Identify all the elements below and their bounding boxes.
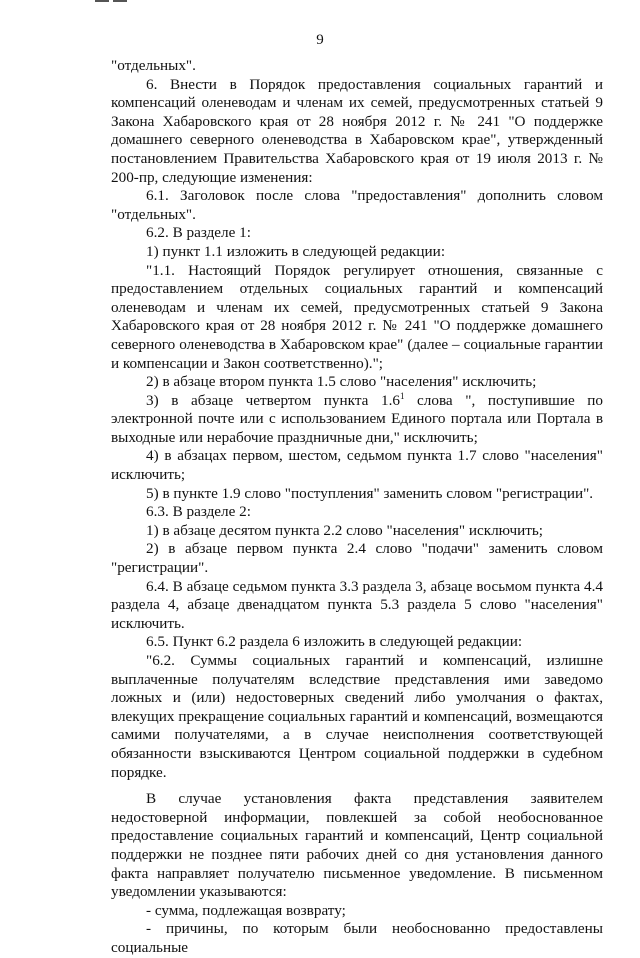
paragraph xyxy=(111,187,603,224)
page-number: 9 xyxy=(316,32,324,48)
paragraph-text: - сумма, подлежащая возврату; xyxy=(146,901,346,919)
paragraph xyxy=(111,522,603,541)
paragraph-text: 1) в абзаце десятом пункта 2.2 слово "населения" исключить; xyxy=(146,521,543,539)
paragraph-text: 6.5. Пункт 6.2 раздела 6 изложить в следующей редакции: xyxy=(146,633,523,651)
paragraph-text: 6.2. В разделе 1: xyxy=(146,224,251,242)
paragraph xyxy=(111,373,603,392)
paragraph-text: "отдельных". xyxy=(111,57,196,74)
paragraph xyxy=(111,57,603,76)
paragraph xyxy=(111,652,603,782)
paragraph xyxy=(111,790,603,902)
paragraph-text: 6.4. В абзаце седьмом пункта 3.3 раздела 3, абзаце восьмом пункта 4.4 раздела 4, абзаце двенадцатом пункта 5.3 раздела 5 слово "населения" исключить. xyxy=(111,577,603,632)
paragraph xyxy=(111,503,603,522)
paragraph-text: 1) пункт 1.1 изложить в следующей редакции: xyxy=(146,242,446,260)
paragraph xyxy=(111,76,603,188)
paragraph-text: 2) в абзаце втором пункта 1.5 слово "населения" исключить; xyxy=(146,373,537,391)
paragraph-text: 5) в пункте 1.9 слово "поступления" заменить словом "регистрации". xyxy=(146,484,594,502)
superscript: 1 xyxy=(399,390,405,401)
paragraph xyxy=(111,920,603,957)
paragraph xyxy=(111,485,603,504)
paragraph xyxy=(111,447,603,484)
paragraph-text: 6.1. Заголовок после слова "предоставления" дополнить словом "отдельных". xyxy=(111,187,603,223)
paragraph xyxy=(111,262,603,374)
paragraph-text: "6.2. Суммы социальных гарантий и компенсаций, излишне выплаченные получателям вследствие представления ими заведомо ложных и (или) недостоверных сведений либо умолчания о фактах, влекущих прекращение социальных гарантий и компенсаций, возмещаются самими получателями, а в случае неисполнения соответствующей обязанности взыскиваются Центром социальной поддержки в судебном порядке. xyxy=(111,652,603,781)
paragraph xyxy=(111,540,603,577)
scan-mark xyxy=(113,0,127,2)
paragraph xyxy=(111,578,603,634)
paragraph-text: 6.3. В разделе 2: xyxy=(146,503,251,521)
paragraph-text: 6. Внести в Порядок предоставления социальных гарантий и компенсаций оленеводам и членам их семей, предусмотренных статьей 9 Закона Хабаровского края от 28 ноября 2012 г. № 241 "О поддержке домашнего северного оленеводства в Хабаровском крае", утвержденный постановлением Правительства Хабаровского края от 19 июля 2013 г. № 200-пр, следующие изменения: xyxy=(111,75,603,186)
paragraph-text: В случае установления факта представления заявителем недостоверной информации, повлекшей за собой необоснованное предоставление социальных гарантий и компенсаций, Центр социальной поддержки не позднее пяти рабочих дней со дня установления данного факта направляет получателю письменное уведомление. В письменном уведомлении указываются: xyxy=(111,790,603,901)
paragraph-text: "1.1. Настоящий Порядок регулирует отношения, связанные с предоставлением отдельных социальных гарантий и компенсаций оленеводам и членам их семей, предусмотренных статьей 9 Закона Хабаровского края от 28 ноября 2012 г. № 241 "О поддержке домашнего северного оленеводства в Хабаровском крае" (далее – социальные гарантии и компенсации и Закон соответственно)."; xyxy=(111,261,603,372)
scan-mark xyxy=(95,0,109,2)
paragraph xyxy=(111,224,603,243)
paragraph-text: 3) в абзаце четвертом пункта 1.6 xyxy=(146,391,400,409)
paragraph-text: слова ", поступившие по электронной почте или с использованием Единого портала или Портала в выходные или нерабочие праздничные дни," исключить; xyxy=(111,391,603,446)
document-body xyxy=(111,57,603,958)
paragraph xyxy=(111,392,603,448)
paragraph-text: 2) в абзаце первом пункта 2.4 слово "подачи" заменить словом "регистрации". xyxy=(111,540,603,577)
paragraph-text: - причины, по которым были необоснованно предоставлены социальные xyxy=(111,920,603,956)
paragraph xyxy=(111,633,603,652)
paragraph xyxy=(111,243,603,262)
paragraph-text: 4) в абзацах первом, шестом, седьмом пункта 1.7 слово "населения" исключить; xyxy=(111,447,603,484)
